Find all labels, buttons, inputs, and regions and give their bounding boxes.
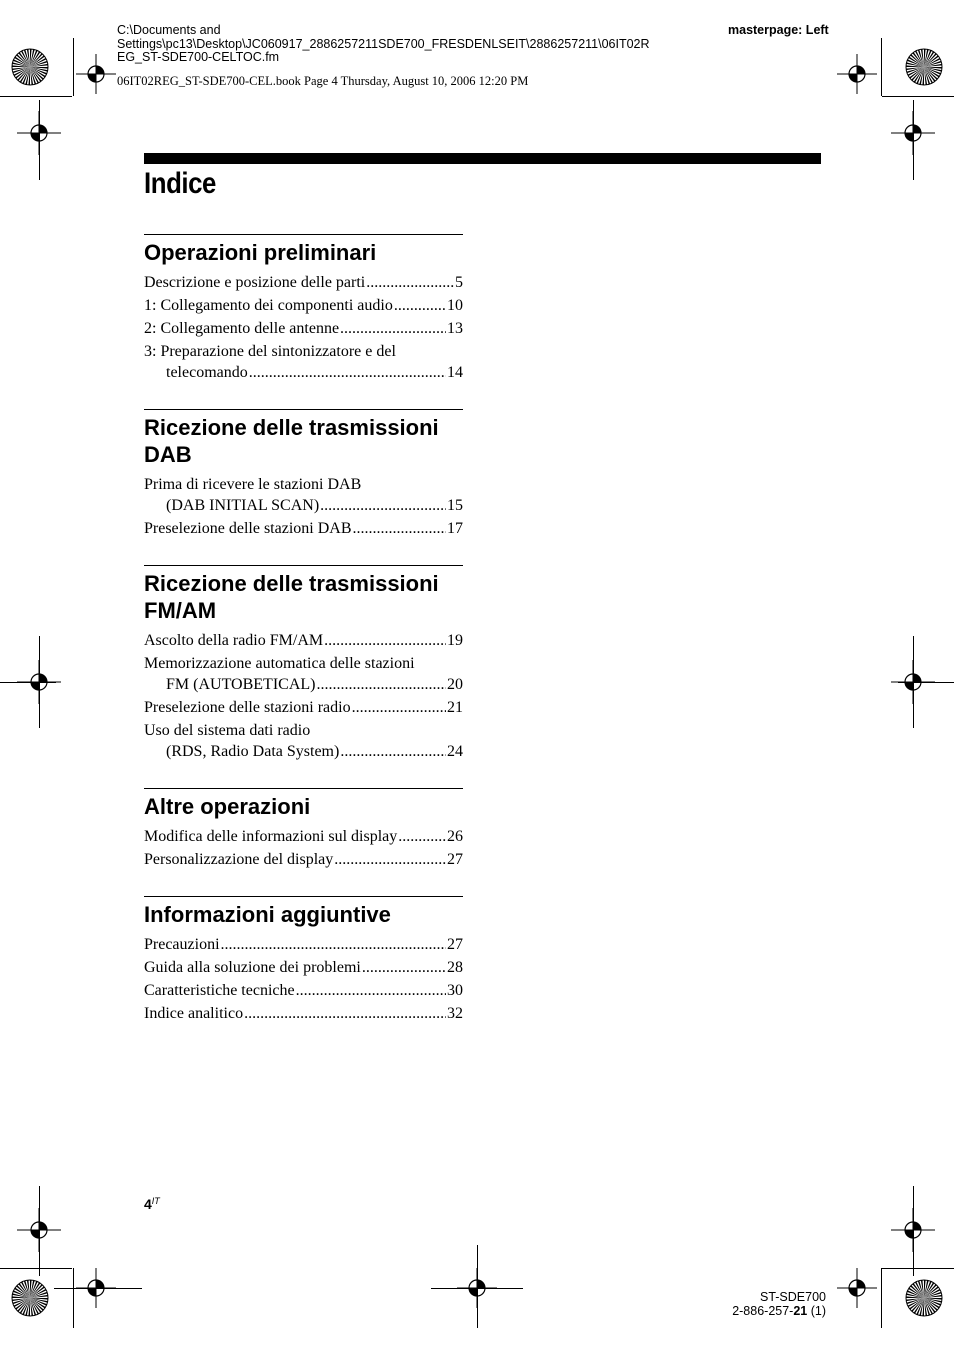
toc-entry[interactable] [144,957,463,978]
toc-page-number: 26 [447,828,463,845]
masterpage-label: masterpage: Left [728,23,829,37]
toc-entry-text: Prima di ricevere le stazioni DAB [144,476,362,493]
toc-page-number: 10 [447,297,463,314]
toc-page-number: 19 [447,632,463,649]
toc-entry[interactable] [144,1003,463,1024]
toc-entry-text: Preselezione delle stazioni DAB [144,520,352,537]
trim-line [881,1268,882,1328]
section-heading: Ricezione delle trasmissioni DAB [144,415,439,467]
trim-line [882,1268,954,1269]
trim-line [881,38,882,96]
trim-line [73,1268,74,1328]
crosshair-mark [837,1268,877,1308]
toc-entry-text: FM (AUTOBETICAL) [166,676,316,693]
trim-line [477,1245,478,1328]
table-of-contents [144,234,463,1050]
file-path-line: EG_ST-SDE700-CELTOC.fm [117,50,280,64]
toc-entry-text: Descrizione e posizione delle parti [144,274,366,291]
starburst-mark [904,1278,944,1318]
trim-line [0,682,56,683]
toc-page-number: 27 [447,936,463,953]
file-path [117,24,650,65]
page-number-suffix: IT [151,1196,160,1206]
part-number-prefix: 2-886-257- [732,1304,794,1318]
toc-entry[interactable] [144,720,463,762]
trim-line [913,100,914,180]
toc-entry-text: 1: Collegamento dei componenti audio [144,297,393,314]
toc-entry-text: Memorizzazione automatica delle stazioni [144,655,415,672]
toc-page-number: 21 [447,699,463,716]
leader-dots [296,980,446,1001]
leader-dots [249,362,446,383]
leader-dots [334,849,446,870]
toc-page-number: 5 [455,274,463,291]
model-info [724,1290,826,1318]
toc-entry[interactable] [144,980,463,1001]
toc-entry[interactable] [144,630,463,651]
section-heading: Informazioni aggiuntive [144,902,391,927]
leader-dots [340,741,446,762]
part-number-bold: 21 [793,1304,808,1318]
toc-page-number: 27 [447,851,463,868]
part-number [724,1304,826,1318]
toc-page-number: 32 [447,1005,463,1022]
starburst-mark [10,47,50,87]
toc-entry-text: (DAB INITIAL SCAN) [166,497,320,514]
toc-page-number: 14 [447,364,463,381]
toc-entry-text: Indice analitico [144,1005,244,1022]
toc-page-number: 28 [447,959,463,976]
leader-dots [320,495,446,516]
leader-dots [324,630,446,651]
leader-dots [340,318,446,339]
toc-entry-text: Ascolto della radio FM/AM [144,632,324,649]
trim-line [54,1288,142,1289]
toc-section [144,565,463,762]
toc-section [144,409,463,539]
toc-page-number: 17 [447,520,463,537]
trim-line [39,1186,40,1276]
crosshair-mark [837,54,877,94]
toc-page-number: 24 [447,743,463,760]
trim-line [73,38,74,96]
toc-entry[interactable] [144,272,463,293]
toc-entry-text: Uso del sistema dati radio [144,722,311,739]
leader-dots [362,957,446,978]
crosshair-mark [76,54,116,94]
model-name: ST-SDE700 [759,1290,826,1304]
book-info-line: 06IT02REG_ST-SDE700-CEL.book Page 4 Thursday, August 10, 2006 12:20 PM [117,74,529,88]
leader-dots [398,826,446,847]
trim-line [39,100,40,180]
toc-section [144,896,463,1024]
toc-entry[interactable] [144,295,463,316]
toc-entry-text: Guida alla soluzione dei problemi [144,959,361,976]
toc-entry[interactable] [144,653,463,695]
section-heading: Operazioni preliminari [144,240,377,265]
toc-entry[interactable] [144,518,463,539]
toc-entry[interactable] [144,341,463,383]
trim-line [898,682,954,683]
toc-entry-text: telecomando [166,364,248,381]
trim-line [913,1186,914,1276]
page-number [144,1196,160,1212]
section-heading: Altre operazioni [144,794,311,819]
toc-entry-text: (RDS, Radio Data System) [166,743,340,760]
leader-dots [221,934,446,955]
starburst-mark [904,47,944,87]
toc-entry-text: 3: Preparazione del sintonizzatore e del [144,343,396,360]
leader-dots [353,518,447,539]
toc-entry[interactable] [144,318,463,339]
title-rule [144,153,821,164]
toc-entry[interactable] [144,934,463,955]
toc-page-number: 30 [447,982,463,999]
leader-dots [352,697,446,718]
section-heading: Ricezione delle trasmissioni FM/AM [144,571,439,623]
toc-entry-text: 2: Collegamento delle antenne [144,320,340,337]
trim-line [0,96,72,97]
toc-entry[interactable] [144,697,463,718]
toc-page-number: 13 [447,320,463,337]
toc-entry[interactable] [144,826,463,847]
toc-page-number: 15 [447,497,463,514]
file-path-line: Settings\pc13\Desktop\JC060917_2886257211SDE700_FRESDENLSEIT\2886257211\06IT02R [117,36,650,51]
starburst-mark [10,1278,50,1318]
part-number-suffix: (1) [807,1304,826,1318]
toc-entry-text: Precauzioni [144,936,220,953]
toc-entry-text: Preselezione delle stazioni radio [144,699,351,716]
trim-line [882,96,954,97]
toc-entry[interactable] [144,474,463,516]
toc-entry-text: Caratteristiche tecniche [144,982,295,999]
leader-dots [316,674,446,695]
toc-entry-text: Personalizzazione del display [144,851,334,868]
toc-section [144,234,463,383]
leader-dots [366,272,454,293]
toc-page-number: 20 [447,676,463,693]
leader-dots [394,295,446,316]
toc-section [144,788,463,870]
page-number-value: 4 [144,1196,152,1212]
toc-entry[interactable] [144,849,463,870]
file-path-line: C:\Documents and [117,23,221,37]
leader-dots [244,1003,446,1024]
page-title: Indice [144,167,216,200]
toc-entry-text: Modifica delle informazioni sul display [144,828,398,845]
trim-line [0,1268,72,1269]
